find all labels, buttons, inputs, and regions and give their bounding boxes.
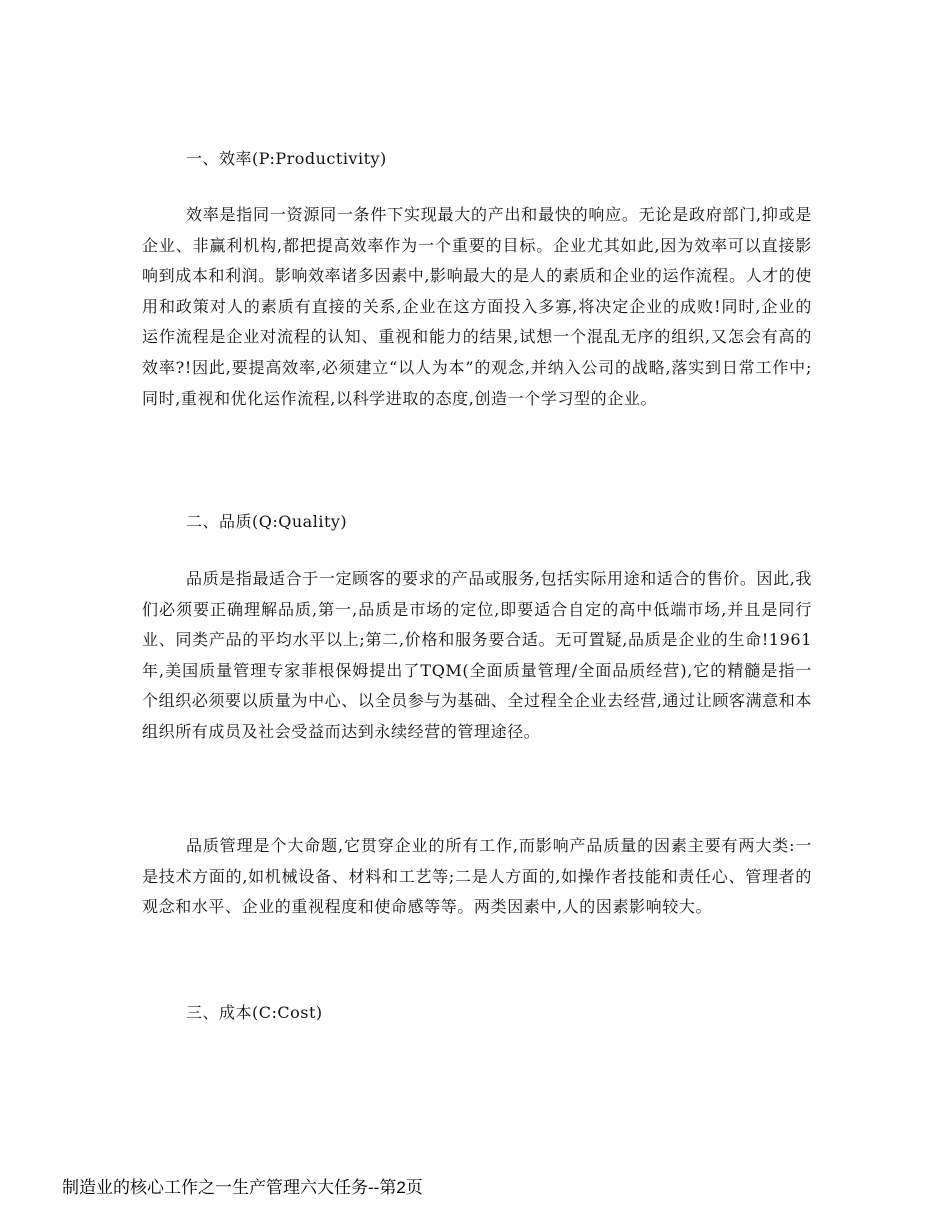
section-heading-cost: 三、成本(C:Cost) (186, 1003, 323, 1022)
section-heading-efficiency: 一、效率(P:Productivity) (186, 149, 387, 168)
page-footer: 制造业的核心工作之一生产管理六大任务--第2页 (62, 1178, 423, 1197)
paragraph-quality-management: 品质管理是个大命题,它贯穿企业的所有工作,而影响产品质量的因素主要有两大类:一是技术方面的,如机械设备、材料和工艺等;二是人方面的,如操作者技能和责任心、管理者的观念和水平、企业的重视程度和使命感等等。两类因素中,人的因素影响较大。 (142, 836, 812, 917)
paragraph-quality-definition: 品质是指最适合于一定顾客的要求的产品或服务,包括实际用途和适合的售价。因此,我们必须要正确理解品质,第一,品质是市场的定位,即要适合自定的高中低端市场,并且是同行业、同类产品的平均水平以上;第二,价格和服务要合适。无可置疑,品质是企业的生命!1961年,美国质量管理专家菲根保姆提出了TQM(全面质量管理/全面品质经营),它的精髓是指一个组织必须要以质量为中心、以全员参与为基础、全过程全企业去经营,通过让顾客满意和本组织所有成员及社会受益而达到永续经营的管理途径。 (142, 569, 812, 741)
paragraph-efficiency: 效率是指同一资源同一条件下实现最大的产出和最快的响应。无论是政府部门,抑或是企业、非赢利机构,都把提高效率作为一个重要的目标。企业尤其如此,因为效率可以直接影响到成本和利润。影响效率诸多因素中,影响最大的是人的素质和企业的运作流程。人才的使用和政策对人的素质有直接的关系,企业在这方面投入多寡,将决定企业的成败!同时,企业的运作流程是企业对流程的认知、重视和能力的结果,试想一个混乱无序的组织,又怎会有高的效率?!因此,要提高效率,必须建立“以人为本”的观念,并纳入公司的战略,落实到日常工作中;同时,重视和优化运作流程,以科学进取的态度,创造一个学习型的企业。 (142, 205, 812, 408)
section-heading-quality: 二、品质(Q:Quality) (186, 512, 348, 531)
